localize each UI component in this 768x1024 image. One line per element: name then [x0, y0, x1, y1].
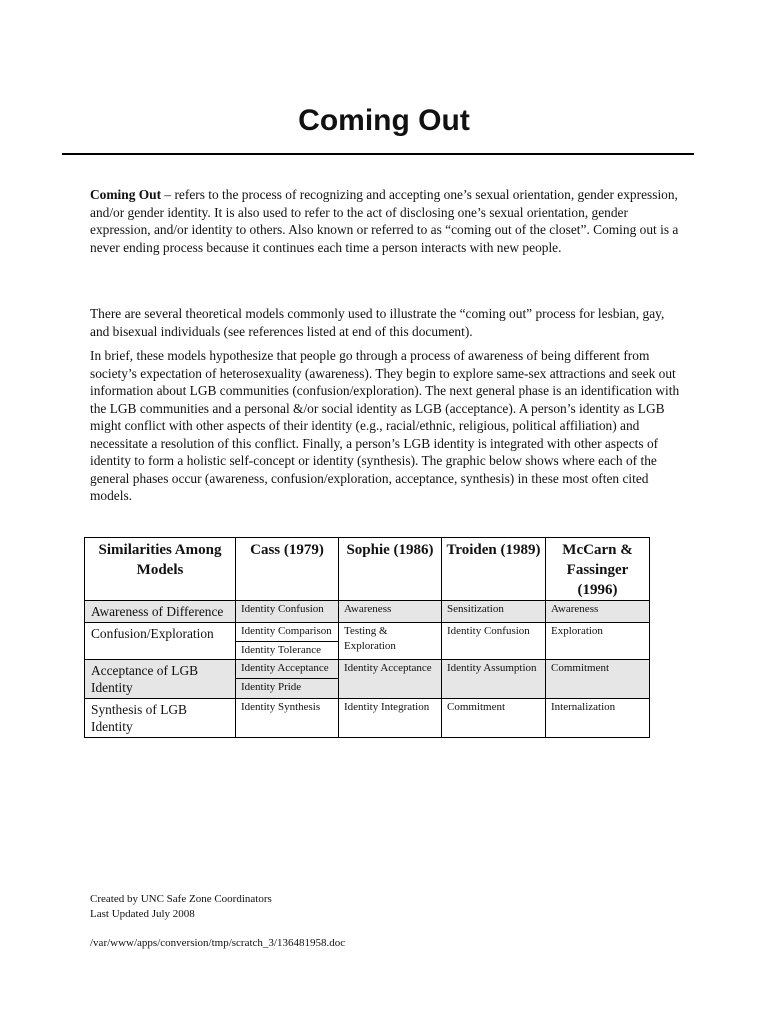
- header-sophie: Sophie (1986): [339, 538, 442, 601]
- cass-stage: Identity Tolerance: [236, 641, 338, 660]
- header-troiden: Troiden (1989): [442, 538, 546, 601]
- header-cass: Cass (1979): [236, 538, 339, 601]
- cass-stage: Identity Pride: [236, 678, 338, 697]
- intro-term: Coming Out: [90, 187, 162, 202]
- header-mccarn: McCarn & Fassinger (1996): [546, 538, 650, 601]
- sophie-cell: Identity Acceptance: [339, 660, 442, 699]
- table-row: [85, 660, 650, 699]
- row-label-confusion: Confusion/Exploration: [85, 623, 236, 660]
- table-header-row: [85, 538, 650, 601]
- footer-created: Created by UNC Safe Zone Coordinators: [90, 893, 272, 905]
- footer: [90, 892, 272, 921]
- cass-cell: [236, 623, 339, 660]
- troiden-cell: Identity Confusion: [442, 623, 546, 660]
- title-divider: [62, 153, 694, 155]
- header-similarities: Similarities Among Models: [85, 538, 236, 601]
- cass-cell: Identity Synthesis: [236, 699, 339, 738]
- sophie-cell: Testing & Exploration: [339, 623, 442, 660]
- models-table: [84, 537, 650, 738]
- troiden-cell: Sensitization: [442, 601, 546, 623]
- footer-updated: Last Updated July 2008: [90, 907, 195, 920]
- mccarn-cell: Internalization: [546, 699, 650, 738]
- cass-stage: Identity Comparison: [241, 625, 332, 637]
- cass-cell: Identity Confusion: [236, 601, 339, 623]
- sophie-cell: Identity Integration: [339, 699, 442, 738]
- table-row: [85, 623, 650, 660]
- mccarn-cell: Exploration: [546, 623, 650, 660]
- models-paragraph: There are several theoretical models commonly used to illustrate the “coming out” process for lesbian, gay, and bisexual individuals (see references listed at end of this document).: [90, 306, 665, 339]
- sophie-cell: Awareness: [339, 601, 442, 623]
- mccarn-cell: Commitment: [546, 660, 650, 699]
- intro-text: – refers to the process of recognizing and accepting one’s sexual orientation, gender expression, and/or gender identity. It is also used to refer to the act of disclosing one’s sexual orientation, gender expression, and/or identity to others. Also known or referred to as “coming out of the closet”. Coming out is a never ending process because it continues each time a person interacts with new people.: [90, 187, 679, 255]
- troiden-cell: Identity Assumption: [442, 660, 546, 699]
- cass-cell: [236, 660, 339, 699]
- troiden-cell: Commitment: [442, 699, 546, 738]
- cass-stage: Identity Acceptance: [241, 662, 329, 674]
- table-row: [85, 601, 650, 623]
- mccarn-cell: Awareness: [546, 601, 650, 623]
- table-row: [85, 699, 650, 738]
- row-label-awareness: Awareness of Difference: [85, 601, 236, 623]
- intro-paragraph: [90, 186, 680, 256]
- row-label-acceptance: Acceptance of LGB Identity: [85, 660, 236, 699]
- summary-paragraph: In brief, these models hypothesize that people go through a process of awareness of being different from society’s expectation of heterosexuality (awareness). They begin to explore same-sex attractions and seek out information about LGB communities (confusion/exploration). The next general phase is an identification with the LGB communities and a personal &/or social identity as LGB (acceptance). A person’s identity as LGB might conflict with other aspects of their identity (e.g., racial/ethnic, religious, political affiliation) and necessitate a resolution of this conflict. Finally, a person’s LGB identity is integrated with other aspects of identity to form a holistic self-concept or identity (synthesis). The graphic below shows where each of the general phases occur (awareness, confusion/exploration, acceptance, synthesis) in these most often cited models.: [90, 348, 680, 503]
- file-path: /var/www/apps/conversion/tmp/scratch_3/136481958.doc: [90, 937, 346, 949]
- page-title: Coming Out: [298, 104, 470, 137]
- row-label-synthesis: Synthesis of LGB Identity: [85, 699, 236, 738]
